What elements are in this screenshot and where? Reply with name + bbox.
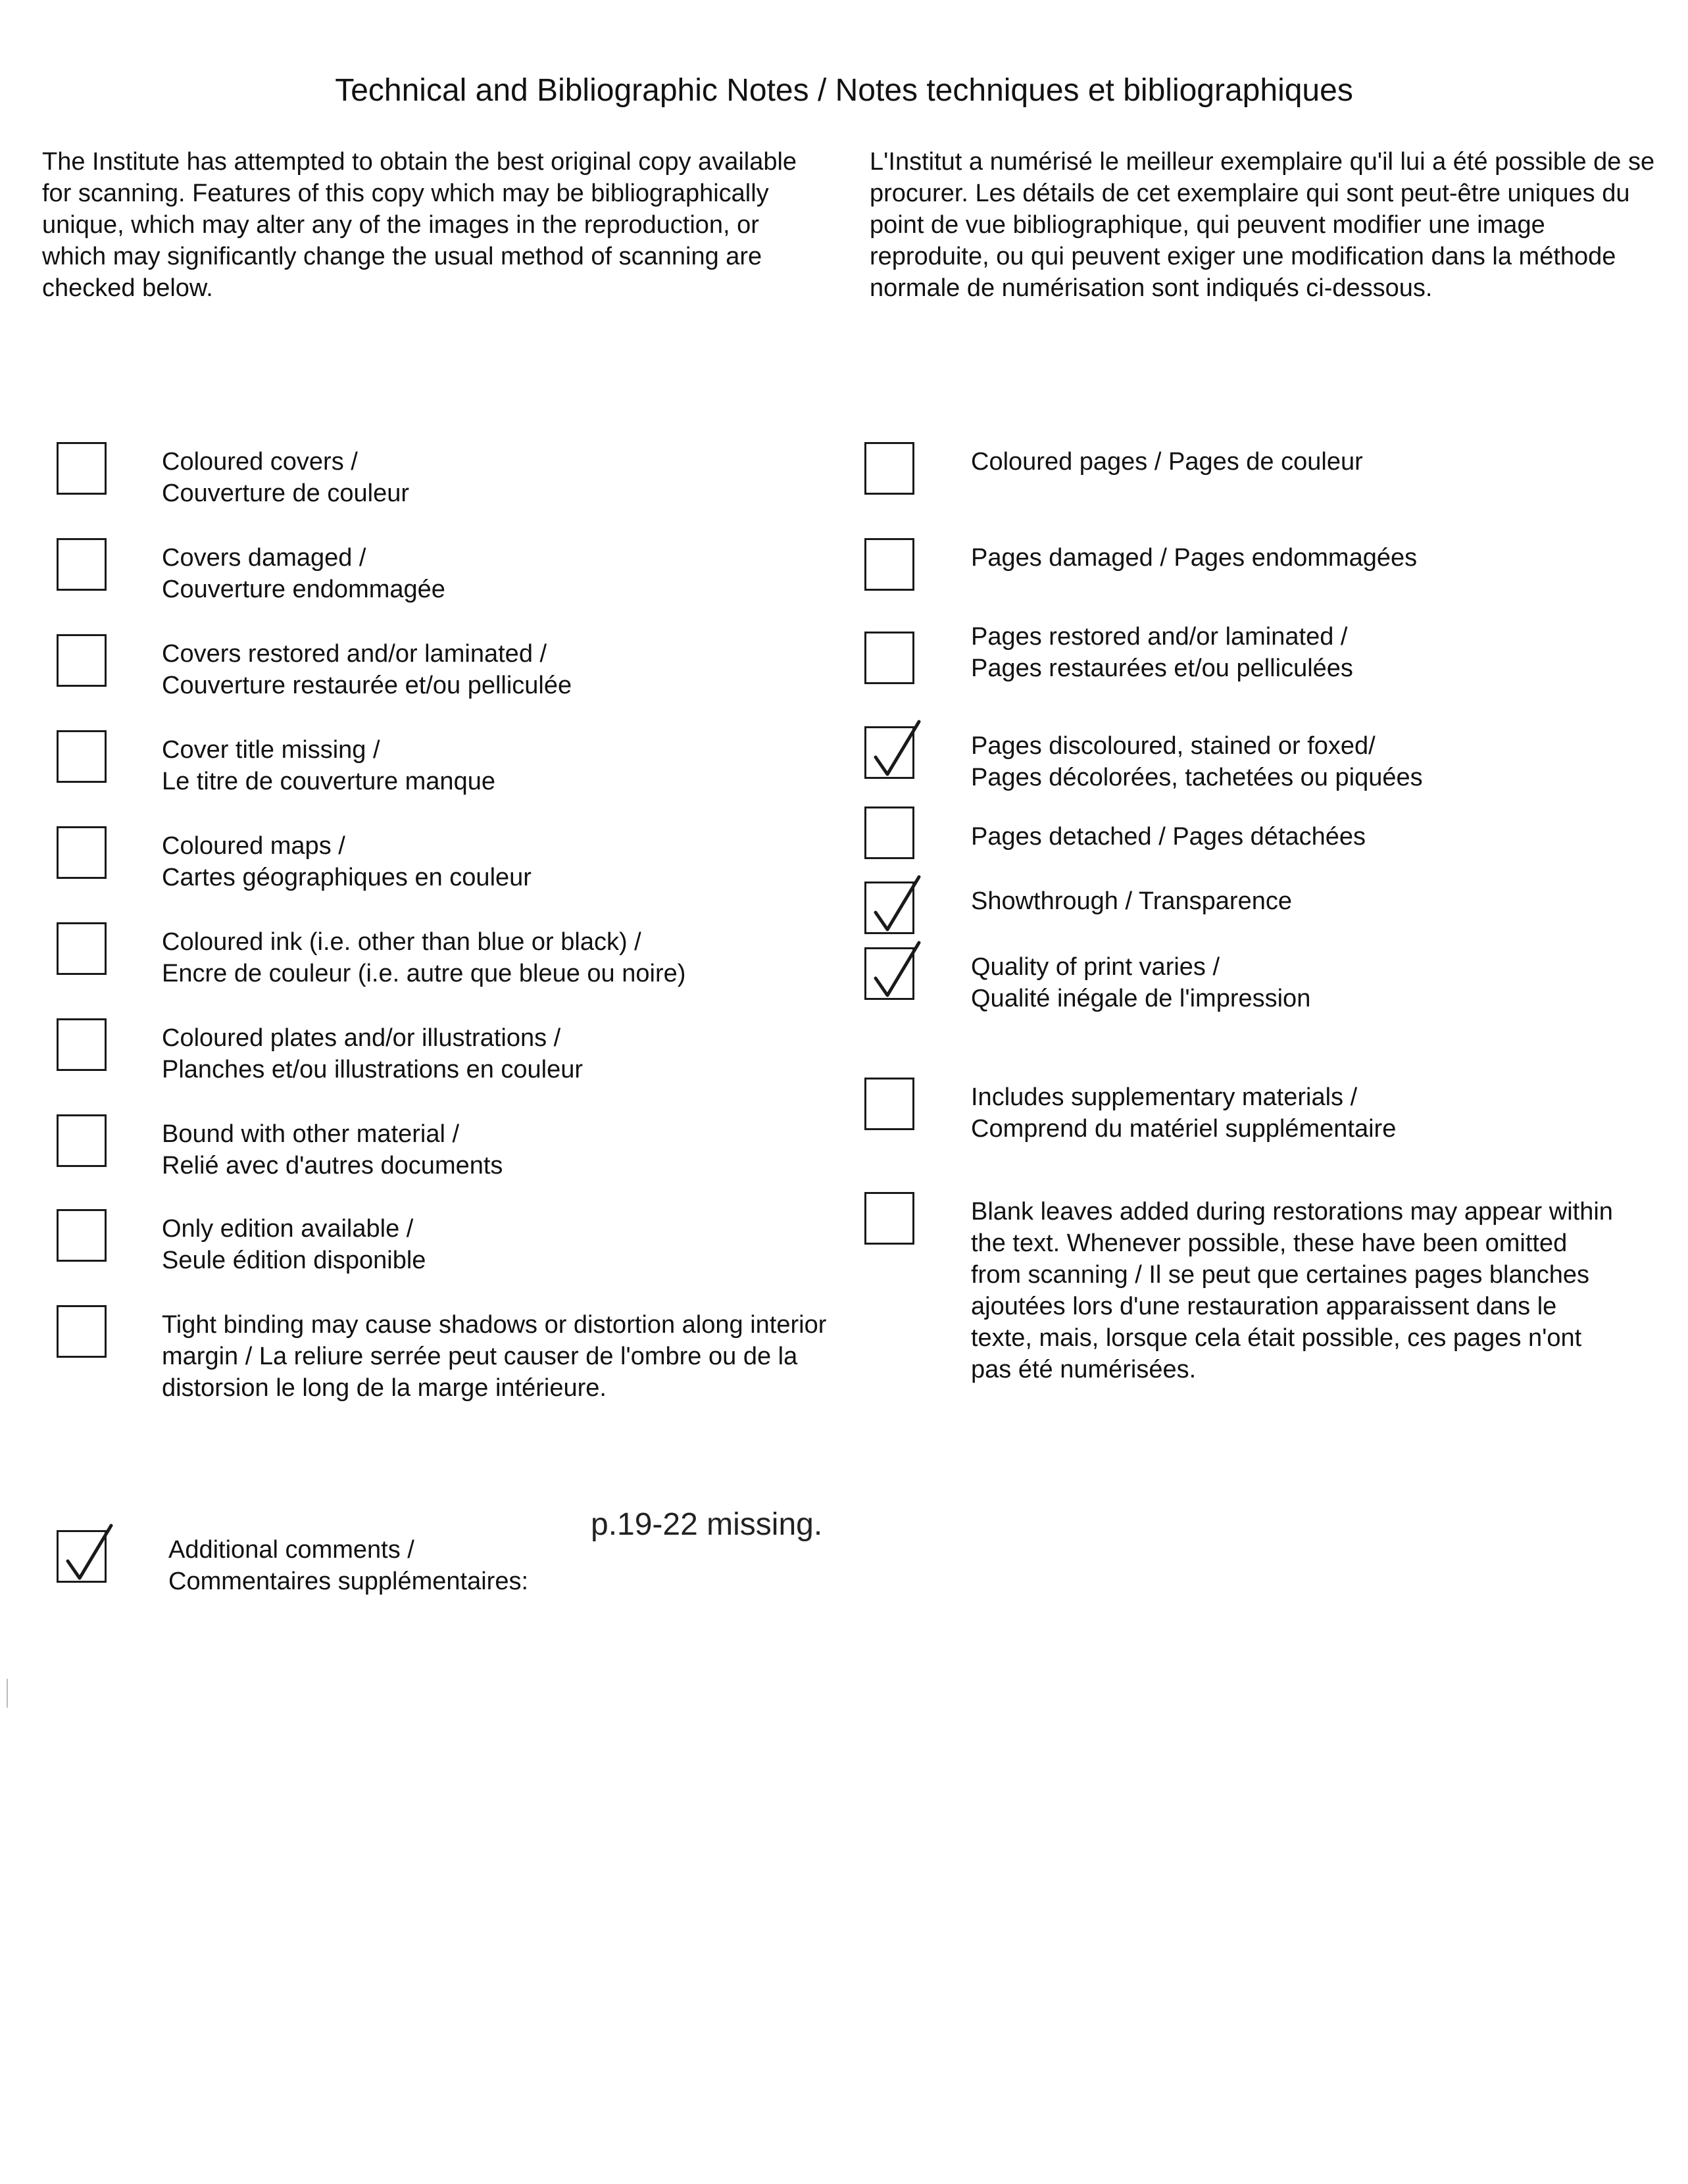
checkbox-bound-with-other[interactable] [57, 1114, 107, 1167]
label-line: Covers restored and/or laminated / [162, 640, 547, 668]
label-line: Pages damaged / Pages endommagées [971, 544, 1418, 572]
label-blank-leaves: Blank leaves added during restorations may appear within the text. Whenever possible, these have been omitted from scanning / Il se peut que certaines pages blanches ajoutées lors d'une restauration apparaissent dans le texte, mais, lorsque cela était possible, ces pages n'ont pas été numérisées. [971, 1198, 1613, 1383]
checkbox-showthrough[interactable] [864, 881, 914, 934]
label-line: Comprend du matériel supplémentaire [971, 1115, 1397, 1143]
page-title: Technical and Bibliographic Notes / Notes techniques et bibliographiques [335, 73, 1353, 108]
label-line: Planches et/ou illustrations en couleur [162, 1056, 583, 1083]
label-line: Coloured plates and/or illustrations / [162, 1024, 561, 1052]
checkbox-covers-damaged[interactable] [57, 538, 107, 591]
checkbox-covers-restored[interactable] [57, 634, 107, 687]
label-line: Pages discoloured, stained or foxed/ [971, 732, 1376, 760]
scan-mark [7, 1679, 8, 1708]
label-line: Pages restored and/or laminated / [971, 623, 1348, 651]
checkbox-cover-title-missing[interactable] [57, 730, 107, 783]
label-line: Coloured pages / Pages de couleur [971, 448, 1363, 476]
checkbox-pages-detached[interactable] [864, 807, 914, 859]
label-line: Coloured maps / [162, 832, 345, 860]
label-line: Relié avec d'autres documents [162, 1152, 503, 1179]
intro-french: L'Institut a numérisé le meilleur exemplaire qu'il lui a été possible de se procurer. Les détails de cet exemplaire qui sont peut-être uniques du point de vue bibliographique, qui peuvent modifier une image reproduite, ou qui peuvent exiger une modification dans la méthode normale de numérisation sont indiqués ci-dessous. [870, 148, 1655, 302]
checkbox-blank-leaves[interactable] [864, 1192, 914, 1245]
label-line: Covers damaged / [162, 544, 366, 572]
checkbox-coloured-maps[interactable] [57, 826, 107, 879]
checkbox-tight-binding[interactable] [57, 1305, 107, 1358]
label-line: Pages décolorées, tachetées ou piquées [971, 764, 1423, 791]
label-line: Seule édition disponible [162, 1247, 426, 1274]
label-line: Includes supplementary materials / [971, 1083, 1358, 1111]
label-line: Couverture endommagée [162, 576, 445, 603]
checkbox-pages-damaged[interactable] [864, 538, 914, 591]
label-line: Couverture de couleur [162, 480, 409, 507]
checkbox-pages-discoloured[interactable] [864, 726, 914, 779]
checkbox-quality-print[interactable] [864, 947, 914, 1000]
label-line: Le titre de couverture manque [162, 768, 495, 795]
label-line: Quality of print varies / [971, 953, 1220, 981]
label-tight-binding: Tight binding may cause shadows or distortion along interior margin / La reliure serrée peut causer de l'ombre ou de la distorsion le long de la marge intérieure. [162, 1311, 827, 1402]
checkbox-pages-restored[interactable] [864, 632, 914, 684]
label-line: Commentaires supplémentaires: [168, 1568, 529, 1595]
checkmark-icon [870, 719, 923, 782]
label-line: Coloured ink (i.e. other than blue or black) / [162, 928, 641, 956]
label-line: Qualité inégale de l'impression [971, 985, 1311, 1012]
label-line: Coloured covers / [162, 448, 358, 476]
label-line: Cover title missing / [162, 736, 380, 764]
checkbox-coloured-pages[interactable] [864, 442, 914, 495]
label-line: Pages detached / Pages détachées [971, 823, 1366, 851]
checkbox-only-edition[interactable] [57, 1209, 107, 1262]
label-line: Pages restaurées et/ou pelliculées [971, 655, 1353, 682]
label-line: Bound with other material / [162, 1120, 460, 1148]
checkmark-icon [870, 940, 923, 1003]
label-line: Showthrough / Transparence [971, 887, 1292, 915]
label-line: Cartes géographiques en couleur [162, 864, 532, 891]
label-line: Only edition available / [162, 1215, 414, 1243]
label-line: Encre de couleur (i.e. autre que bleue ou noire) [162, 960, 686, 987]
handwritten-note: p.19-22 missing. [591, 1507, 823, 1542]
checkbox-coloured-covers[interactable] [57, 442, 107, 495]
checkbox-coloured-plates[interactable] [57, 1018, 107, 1071]
label-line: Additional comments / [168, 1536, 414, 1564]
intro-english: The Institute has attempted to obtain the best original copy available for scanning. Features of this copy which may be bibliographically unique, which may alter any of the images in the reproduction, or which may significantly change the usual method of scanning are checked below. [42, 148, 797, 302]
checkbox-additional-comments[interactable] [57, 1530, 107, 1583]
checkmark-icon [62, 1523, 115, 1586]
checkbox-supplementary[interactable] [864, 1078, 914, 1130]
checkbox-coloured-ink[interactable] [57, 922, 107, 975]
checkmark-icon [870, 874, 923, 937]
label-line: Couverture restaurée et/ou pelliculée [162, 672, 572, 699]
